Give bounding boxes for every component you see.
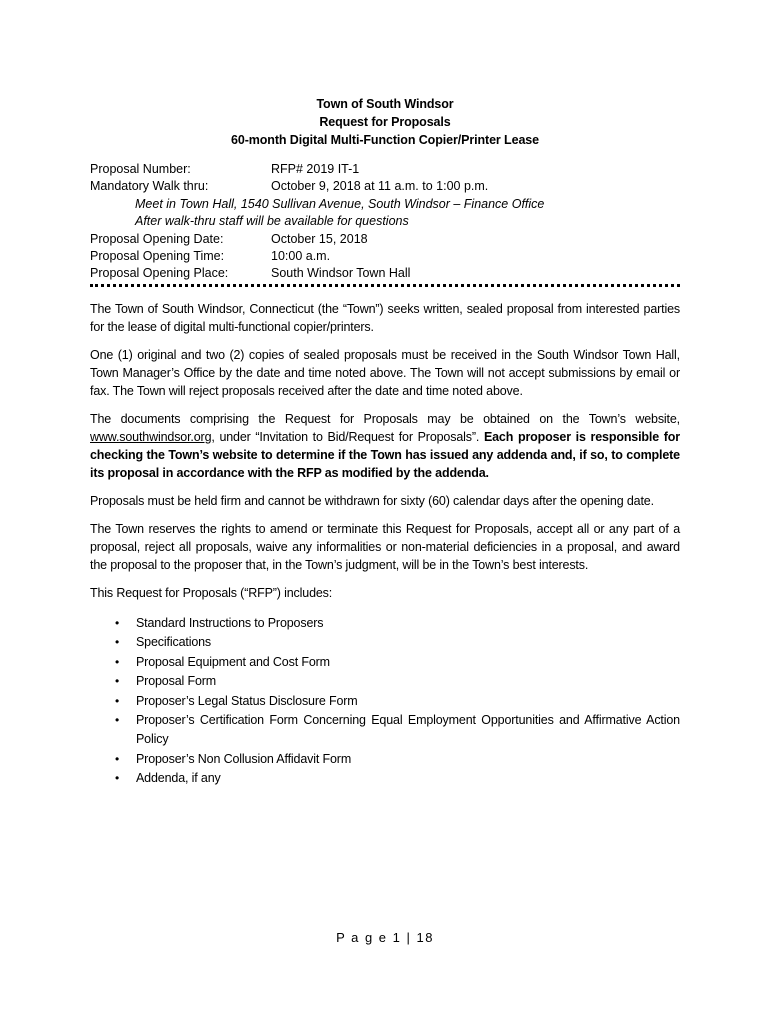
bullet-icon: • [115, 674, 120, 689]
info-row-proposal-number [90, 161, 690, 178]
documents-text: The documents comprising the Request for Proposals may be obtained on the Town’s website, [90, 412, 680, 426]
document-title-block [0, 95, 770, 149]
title-subject: 60-month Digital Multi-Function Copier/Printer Lease [230, 133, 539, 147]
paragraph-intro: The Town of South Windsor, Connecticut (the “Town”) seeks written, sealed proposal from interested parties for the lease of digital multi-functional copier/printers. [90, 302, 680, 334]
rfp-contents-list [90, 614, 680, 789]
paragraph-town-rights: The Town reserves the rights to amend or terminate this Request for Proposals, accept all or any part of a proposal, reject all proposals, waive any informalities or non-material deficiencies in a proposal, and award the proposal to the proposer that, in the Town’s judgment, will be in the Town’s best interests. [90, 522, 680, 572]
bullet-icon: • [115, 654, 120, 669]
info-row-opening-date [90, 231, 690, 248]
proposal-number-value: RFP# 2019 IT-1 [271, 162, 360, 176]
list-item: • Specifications [136, 633, 680, 652]
list-item: • Proposer’s Certification Form Concerning Equal Employment Opportunities and Affirmative Action Policy [115, 713, 680, 747]
opening-date-label: Proposal Opening Date: [90, 231, 224, 246]
paragraph-firm-period: Proposals must be held firm and cannot be withdrawn for sixty (60) calendar days after the opening date. [90, 494, 654, 508]
document-body [90, 300, 680, 789]
walk-thru-location-note: Meet in Town Hall, 1540 Sullivan Avenue, South Windsor – Finance Office [135, 196, 545, 211]
proposal-info [90, 161, 690, 283]
list-item: • Proposer’s Legal Status Disclosure Form [136, 692, 680, 711]
bullet-icon: • [115, 751, 120, 766]
walk-thru-value: October 9, 2018 at 11 a.m. to 1:00 p.m. [271, 179, 489, 194]
addenda-notice: Each proposer is responsible for checking the Town’s website to determine if the Town has issued any addenda and, if so, to complete its proposal in accordance with the RFP as modified by the addenda. [90, 430, 680, 480]
bullet-icon: • [115, 713, 120, 728]
info-row-opening-time [90, 248, 690, 265]
website-link[interactable]: www.southwindsor.org [90, 430, 212, 444]
walk-thru-staff-note: After walk-thru staff will be available for questions [135, 214, 409, 229]
list-item: • Standard Instructions to Proposers [136, 614, 680, 633]
bullet-icon: • [115, 771, 120, 786]
dotted-divider [90, 284, 680, 290]
proposal-number-label: Proposal Number: [90, 162, 191, 176]
title-rfp: Request for Proposals [319, 115, 451, 129]
opening-date-value: October 15, 2018 [271, 231, 368, 246]
info-row-walk-thru [90, 178, 690, 195]
bullet-icon: • [115, 635, 120, 650]
opening-time-value: 10:00 a.m. [271, 248, 331, 263]
opening-time-label: Proposal Opening Time: [90, 248, 225, 263]
walk-thru-label: Mandatory Walk thru: [90, 179, 209, 194]
list-item: • Proposal Equipment and Cost Form [136, 653, 680, 672]
documents-text-mid: , under “Invitation to Bid/Request for Proposals”. [211, 430, 484, 444]
paragraph-submission: One (1) original and two (2) copies of sealed proposals must be received in the South Windsor Town Hall, Town Manager’s Office by the date and time noted above. The Town will not accept submissions by email or fax. The Town will reject proposals received after the date and time noted above. [90, 348, 680, 398]
paragraph-documents [90, 410, 680, 482]
list-item: • Proposer’s Non Collusion Affidavit Form [136, 750, 680, 769]
title-town: Town of South Windsor [316, 97, 454, 111]
bullet-icon: • [115, 616, 120, 630]
info-row-opening-place [90, 265, 690, 282]
paragraph-includes: This Request for Proposals (“RFP”) includes: [90, 586, 333, 600]
opening-place-value: South Windsor Town Hall [271, 266, 411, 281]
opening-place-label: Proposal Opening Place: [90, 266, 229, 281]
list-item: • Addenda, if any [136, 769, 680, 788]
page-number-footer: P a g e 1 | 18 [336, 930, 434, 945]
bullet-icon: • [115, 693, 120, 708]
list-item: • Proposal Form [136, 672, 680, 691]
